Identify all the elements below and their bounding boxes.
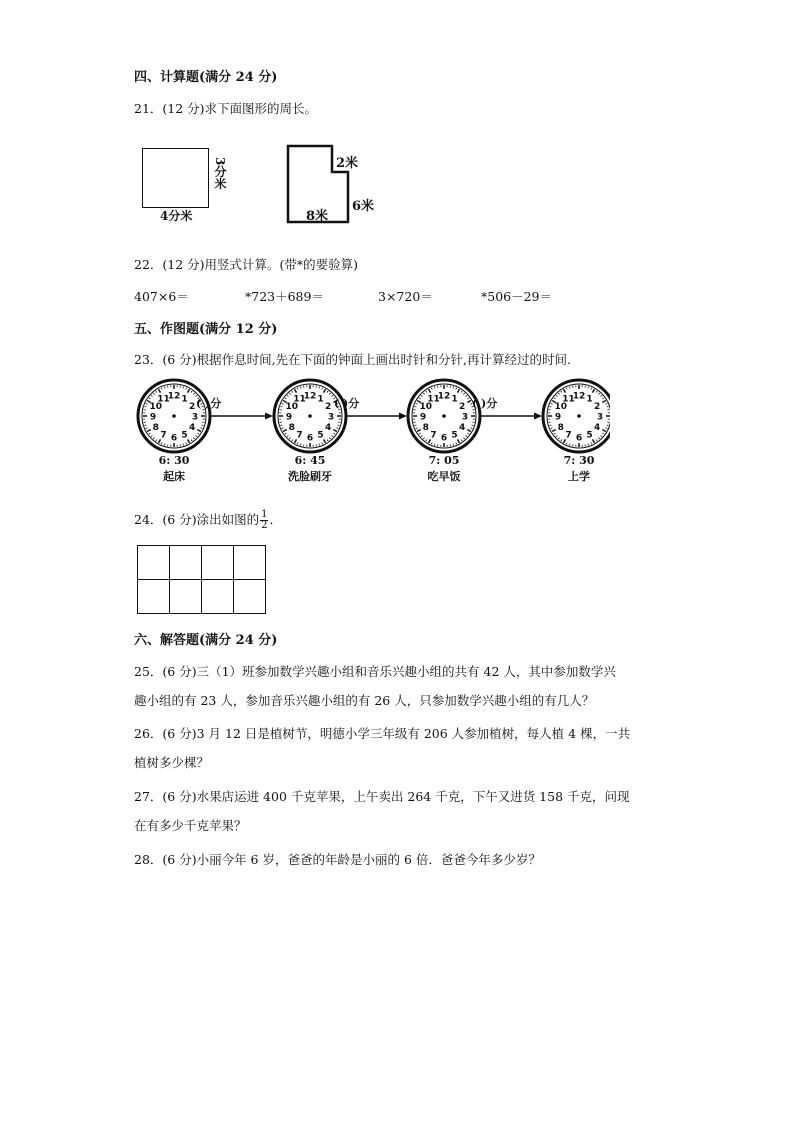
clock-2-time: 6: 45 [294,454,326,467]
clock-1-activity: 起床 [163,470,185,483]
clock-number: 9 [554,412,562,423]
rect-width-label: 4分米 [160,209,193,223]
clock-number: 11 [293,394,306,405]
expression-4: *506－29＝ [481,289,553,304]
q27-line-2: 在有多少千克苹果？ [134,818,247,833]
grid-cell[interactable] [234,546,266,580]
clock-center [577,414,581,418]
fraction-numerator: 1 [261,509,268,520]
clock-number: 1 [181,394,188,405]
section-4-title: 四、计算题(满分 24 分) [134,70,278,85]
clock-number: 3 [596,412,604,423]
clock-number: 4 [189,423,196,433]
q28-line-1: 28．(6 分)小丽今年 6 岁，爸爸的年龄是小丽的 6 倍．爸爸今年多少岁？ [134,852,541,867]
clock-number: 2 [189,402,196,412]
clock-number: 6 [170,433,178,444]
q23-text: 23．(6 分)根据作息时间,先在下面的钟面上画出时针和分针,再计算经过的时间. [134,352,572,367]
grid-cell[interactable] [170,580,202,614]
clock-number: 10 [419,402,433,412]
grid-cell[interactable] [202,546,234,580]
clock-number: 11 [562,394,575,405]
q24-text-after: ． [269,512,282,527]
grid-cell[interactable] [170,546,202,580]
clock-number: 8 [152,423,159,433]
clock-number: 12 [572,391,586,402]
clock-number: 7 [430,430,437,441]
grid-cell[interactable] [138,580,170,614]
poly-top-label: 2米 [336,156,359,171]
expression-2: *723＋689＝ [245,289,324,304]
clock-number: 6 [440,433,448,444]
clock-number: 10 [554,402,568,412]
clock-3-activity: 吃早饭 [427,470,461,483]
rect-height-label: 3分米 [213,157,227,190]
section-5-title: 五、作图题(满分 12 分) [134,322,278,337]
clock-number: 11 [427,394,440,405]
clock-number: 3 [191,412,199,423]
grid-cell[interactable] [234,580,266,614]
clock-number: 9 [149,412,157,423]
clock-number: 6 [575,433,583,444]
q24-text-before: 24．(6 分)涂出如图的 [134,512,260,527]
clock-center [308,414,312,418]
expression-1: 407×6＝ [134,289,189,304]
clock-number: 5 [586,430,593,441]
poly-side-label: 6米 [352,199,375,214]
shading-grid [137,545,266,614]
one-half-fraction [260,510,268,531]
clock-number: 11 [157,394,170,405]
clock-number: 8 [288,423,295,433]
clock-4-activity: 上学 [568,470,590,483]
clock-number: 9 [419,412,427,423]
clock-2-activity: 洗脸刷牙 [288,470,332,483]
q22-text: 22．(12 分)用竖式计算。(带*的要验算) [134,257,359,272]
q27-line-1: 27．(6 分)水果店运进 400 千克苹果，上午卖出 264 千克，下午又进货 158 千克，问现 [134,789,630,804]
clock-number: 6 [306,433,314,444]
clock-number: 2 [594,402,601,412]
clock-center [172,414,176,418]
clock-number: 8 [557,423,564,433]
expression-3: 3×720＝ [378,289,433,304]
arrow-head [534,413,542,420]
q25-line-1: 25．(6 分)三（1）班参加数学兴趣小组和音乐兴趣小组的共有 42 人，其中参加数学兴 [134,664,616,679]
clock-number: 1 [451,394,458,405]
clock-3-time: 7: 05 [428,454,460,467]
clock-center [442,414,446,418]
section-6-title: 六、解答题(满分 24 分) [134,633,278,648]
arrow-head [399,413,407,420]
rectangle-figure [142,148,209,208]
clock-number: 4 [325,423,332,433]
clock-number: 7 [565,430,572,441]
clock-number: 7 [296,430,303,441]
q21-text: 21．(12 分)求下面图形的周长。 [134,101,318,116]
q25-line-2: 趣小组的有 23 人，参加音乐兴趣小组的有 26 人，只参加数学兴趣小组的有几人？ [134,693,595,708]
clock-number: 9 [285,412,293,423]
clock-number: 12 [303,391,317,402]
q26-line-1: 26．(6 分)3 月 12 日是植树节，明德小学三年级有 206 人参加植树，每人植 4 棵，一共 [134,726,631,741]
fraction-denominator: 2 [261,520,268,531]
clock-number: 3 [461,412,469,423]
clock-number: 10 [285,402,299,412]
q24-text [134,510,282,531]
clock-number: 4 [459,423,466,433]
arrow-label-2: ( )分 [334,397,360,410]
clock-schedule [134,376,610,488]
clock-number: 1 [586,394,593,405]
clock-number: 3 [327,412,335,423]
clock-number: 5 [181,430,188,441]
clock-number: 2 [459,402,466,412]
clock-number: 2 [325,402,332,412]
clock-number: 12 [167,391,181,402]
clock-number: 7 [160,430,167,441]
clock-number: 5 [317,430,324,441]
clock-number: 10 [149,402,163,412]
clock-number: 1 [317,394,324,405]
clock-1-time: 6: 30 [158,454,190,467]
arrow-label-3: ( )分 [472,397,498,410]
clock-number: 12 [437,391,451,402]
clock-number: 5 [451,430,458,441]
poly-bottom-label: 8米 [306,209,329,224]
arrow-label-1: ( )分 [196,397,222,410]
grid-cell[interactable] [138,546,170,580]
q26-line-2: 植树多少棵？ [134,755,210,770]
clock-number: 8 [422,423,429,433]
grid-cell[interactable] [202,580,234,614]
arrow-head [265,413,273,420]
clock-number: 4 [594,423,601,433]
clock-4-time: 7: 30 [563,454,595,467]
